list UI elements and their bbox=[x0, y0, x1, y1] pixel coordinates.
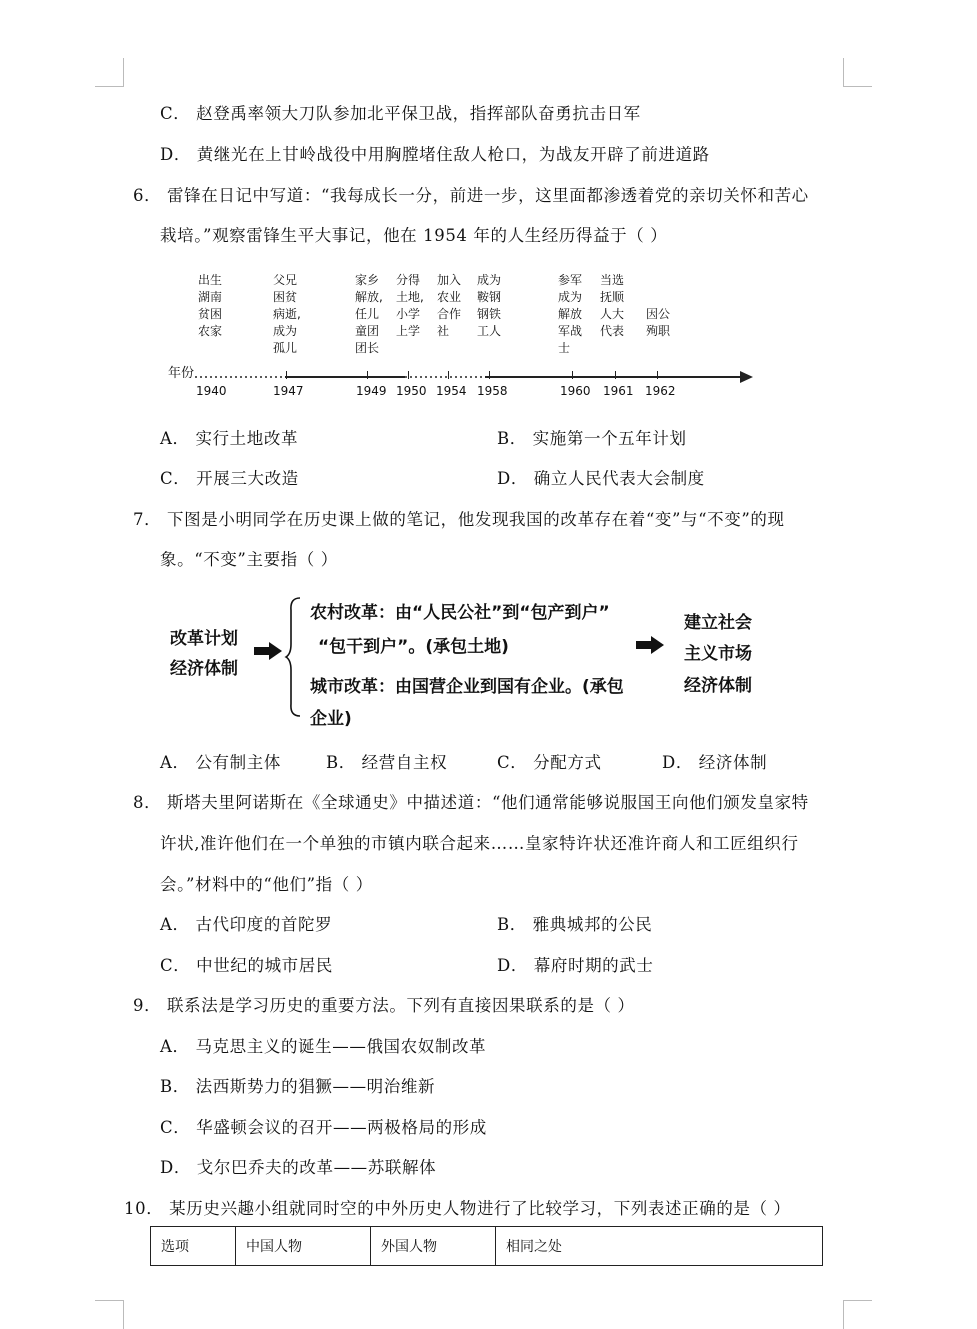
q9-option-a: A． 马克思主义的诞生——俄国农奴制改革 bbox=[160, 1037, 487, 1056]
crop-mark-top-right bbox=[843, 58, 872, 87]
timeline-event-1954: 加入 农业 合作 社 bbox=[437, 273, 462, 338]
q8-option-d: D． 幕府时期的武士 bbox=[497, 956, 654, 975]
q8-option-c: C． 中世纪的城市居民 bbox=[160, 956, 333, 975]
q10-table bbox=[150, 1226, 823, 1266]
tick-1961 bbox=[615, 371, 616, 379]
tick-1949 bbox=[367, 371, 368, 379]
q7-option-b: B． 经营自主权 bbox=[326, 753, 448, 772]
q6-option-a: A． 实行土地改革 bbox=[160, 429, 299, 448]
timeline-axis-label: 年份 bbox=[168, 366, 195, 381]
diagram-left-line1: 改革计划 bbox=[170, 629, 238, 649]
timeline-event-1962: 因公 殉职 bbox=[646, 307, 671, 338]
table-header-similarity: 相同之处 bbox=[496, 1227, 823, 1266]
tick-1954 bbox=[448, 371, 449, 379]
q6-stem-line1: 6． 雷锋在日记中写道：“我每成长一分，前进一步，这里面都渗透着党的亲切关怀和苦心 bbox=[133, 186, 809, 205]
diagram-rural-line1: 农村改革：由“人民公社”到“包产到户” bbox=[310, 603, 610, 623]
timeline-event-1949: 家乡 解放, 任儿 童团 团长 bbox=[355, 273, 383, 355]
timeline-event-1961: 当选 抚顺 人大 代表 bbox=[600, 273, 625, 338]
year-label: 1960 bbox=[560, 384, 591, 398]
diagram-right-line1: 建立社会 bbox=[684, 613, 752, 633]
crop-mark-bottom-left bbox=[95, 1300, 124, 1329]
year-label: 1947 bbox=[273, 384, 304, 398]
tick-1960 bbox=[572, 371, 573, 379]
q8-option-a: A． 古代印度的首陀罗 bbox=[160, 915, 333, 934]
q7-option-a: A． 公有制主体 bbox=[160, 753, 281, 772]
q8-stem-line2: 许状,准许他们在一个单独的市镇内联合起来……皇家特许状还准许商人和工匠组织行 bbox=[160, 834, 799, 853]
q9-option-c: C． 华盛顿会议的召开——两极格局的形成 bbox=[160, 1118, 487, 1137]
q5-option-c: C． 赵登禹率领大刀队参加北平保卫战，指挥部队奋勇抗击日军 bbox=[160, 104, 641, 123]
year-label: 1949 bbox=[356, 384, 387, 398]
q9-stem: 9． 联系法是学习历史的重要方法。下列有直接因果联系的是（ ） bbox=[133, 996, 635, 1015]
diagram-rural-line2: “包干到户”。(承包土地) bbox=[318, 637, 509, 657]
q9-option-d: D． 戈尔巴乔夫的改革——苏联解体 bbox=[160, 1158, 437, 1177]
diagram-brace bbox=[284, 596, 302, 718]
crop-mark-bottom-right bbox=[843, 1300, 872, 1329]
diagram-left-line2: 经济体制 bbox=[170, 659, 238, 679]
q6-stem-line2: 栽培。”观察雷锋生平大事记，他在 1954 年的人生经历得益于（ ） bbox=[160, 226, 668, 245]
table-header-chinese-figure: 中国人物 bbox=[236, 1227, 371, 1266]
table-header-option: 选项 bbox=[151, 1227, 236, 1266]
crop-mark-top-left bbox=[95, 58, 124, 87]
q5-option-d: D． 黄继光在上甘岭战役中用胸膛堵住敌人枪口，为战友开辟了前进道路 bbox=[160, 145, 710, 164]
q6-option-d: D． 确立人民代表大会制度 bbox=[497, 469, 705, 488]
year-label: 1961 bbox=[603, 384, 634, 398]
q7-stem-line2: 象。“不变”主要指（ ） bbox=[160, 550, 338, 569]
timeline-event-1940: 出生 湖南 贫困 农家 bbox=[198, 273, 223, 338]
tick-1962 bbox=[657, 371, 658, 379]
timeline-event-1960: 参军 成为 解放 军战 士 bbox=[558, 273, 583, 355]
year-label: 1950 bbox=[396, 384, 427, 398]
diagram-right-line2: 主义市场 bbox=[684, 644, 752, 664]
year-label: 1940 bbox=[196, 384, 227, 398]
table-header-row bbox=[151, 1227, 823, 1266]
q8-stem-line3: 会。”材料中的“他们”指（ ） bbox=[160, 875, 373, 894]
tick-1950 bbox=[408, 371, 409, 379]
q7-option-d: D． 经济体制 bbox=[662, 753, 768, 772]
timeline-event-1950: 分得 土地, 小学 上学 bbox=[396, 273, 424, 338]
diagram-urban-line2: 企业) bbox=[310, 709, 352, 729]
timeline-axis bbox=[195, 370, 755, 384]
diagram-urban-line1: 城市改革：由国营企业到国有企业。(承包 bbox=[310, 677, 624, 697]
q9-option-b: B． 法西斯势力的猖獗——明治维新 bbox=[160, 1077, 436, 1096]
timeline-event-1958: 成为 鞍钢 钢铁 工人 bbox=[477, 273, 502, 338]
q10-stem: 10． 某历史兴趣小组就同时空的中外历史人物进行了比较学习，下列表述正确的是（ ） bbox=[124, 1199, 791, 1218]
year-label: 1962 bbox=[645, 384, 676, 398]
tick-1947 bbox=[286, 371, 287, 379]
timeline-event-1947: 父兄 困贫 病逝, 成为 孤儿 bbox=[273, 273, 301, 355]
q7-option-c: C． 分配方式 bbox=[497, 753, 602, 772]
q8-option-b: B． 雅典城邦的公民 bbox=[497, 915, 653, 934]
year-label: 1958 bbox=[477, 384, 508, 398]
q6-option-c: C． 开展三大改造 bbox=[160, 469, 299, 488]
q7-stem-line1: 7． 下图是小明同学在历史课上做的笔记，他发现我国的改革存在着“变”与“不变”的现 bbox=[133, 510, 785, 529]
diagram-arrow-right-icon bbox=[636, 636, 664, 654]
q6-option-b: B． 实施第一个五年计划 bbox=[497, 429, 687, 448]
q8-stem-line1: 8． 斯塔夫里阿诺斯在《全球通史》中描述道：“他们通常能够说服国王向他们颁发皇家特 bbox=[133, 793, 809, 812]
table-header-foreign-figure: 外国人物 bbox=[371, 1227, 496, 1266]
year-label: 1954 bbox=[436, 384, 467, 398]
diagram-arrow-right-icon bbox=[254, 642, 282, 660]
tick-1958 bbox=[489, 371, 490, 379]
diagram-right-line3: 经济体制 bbox=[684, 676, 752, 696]
